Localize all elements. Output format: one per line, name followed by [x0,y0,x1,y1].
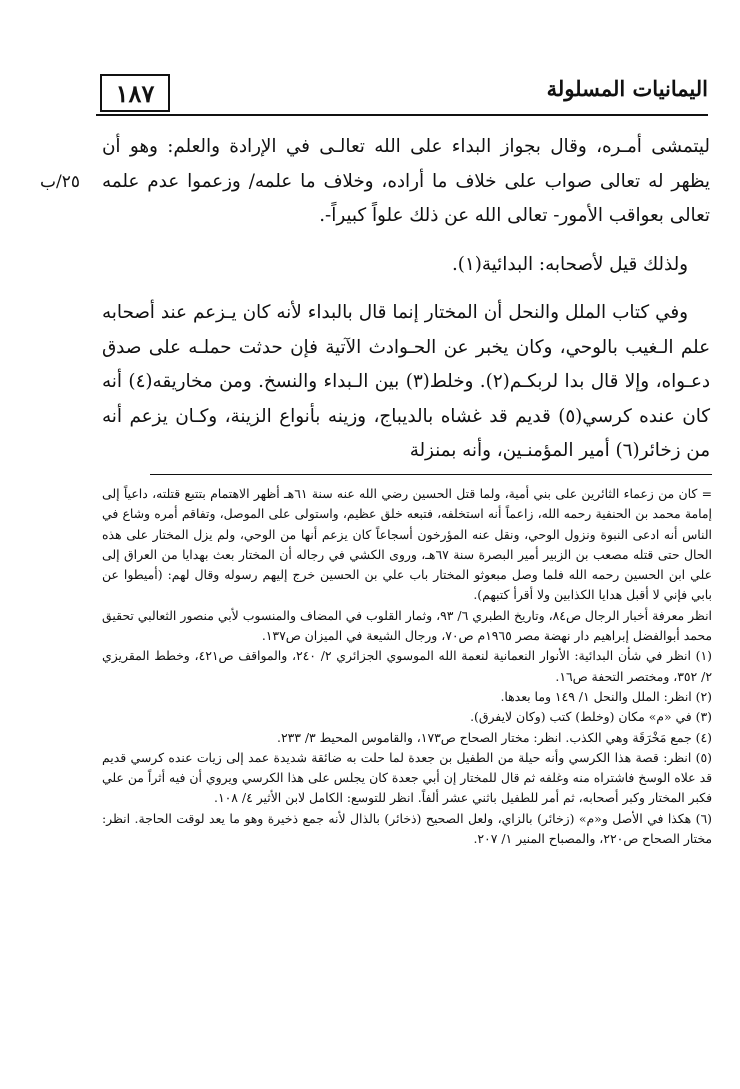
footnotes [102,484,712,849]
main-paragraph-2: ولذلك قيل لأصحابه: البدائية(١). [451,253,688,275]
footnote-5: (٥) انظر: قصة هذا الكرسي وأنه حيلة من الطفيل بن جعدة لما حلت به ضائقة شديدة عمد إلى زيات عنده كرسي قديم قد علاه الوسخ فاشتراه منه وغلفه ثم قال للمختار إن أبي جعدة كان يجلس على هذا الكرسي ويروي أن فيه أثراً من علي فكبر المختار وكبر أصحابه، ثم أمر للطفيل باثني عشر ألفاً. انظر للتوسع: الكامل لابن الأثير ٤/ ١٠٨. [102,749,712,806]
header-rule [96,114,708,116]
footnote-1: (١) انظر في شأن البدائية: الأنوار النعمانية لنعمة الله الموسوي الجزائري ٢/ ٢٤٠، والمواقف ص٤٢١، وخطط المقريزي ٢/ ٣٥٢، ومختصر التحفة ص١٦. [102,648,712,684]
footnote-2: (٢) انظر: الملل والنحل ١/ ١٤٩ وما بعدها. [500,688,712,704]
footnote-4: (٤) جمع مَخْرَقَة وهي الكذب. انظر: مختار الصحاح ص١٧٣، والقاموس المحيط ٣/ ٢٣٣. [276,729,712,745]
footnote-separator [150,474,712,475]
main-paragraph-3: وفي كتاب الملل والنحل أن المختار إنما قال بالبداء لأنه كان يـزعم عند أصحابه علم الـغيب بالوحي، وكان يخبر عن الحـوادث الآتية فإن حدثت حملـه على صدق دعـواه، وإلا قال بدا لربكـم(٢). وخلط(٣) بين الـبداء والنسخ. ومن مخاريقه(٤) أنه كان عنده كرسي(٥) قديم قد غشاه بالديباج، وزينه بأنواع الزينة، وكـان يزعم أنه من زخائر(٦) أمير المؤمنـين، وأنه بمنزلة [102,302,710,461]
page-number: ١٨٧ [100,74,170,112]
footnote-3: (٣) في «م» مكان (وخلط) كتب (وكان لايفرق). [470,709,712,725]
page-header [96,72,708,118]
folio-margin-note: ٢٥/ب [40,172,80,192]
footnote-sources: انظر معرفة أخبار الرجال ص٨٤، وتاريخ الطبري ٦/ ٩٣، وثمار القلوب في المضاف والمنسوب لأبي منصور الثعالبي تحقيق محمد أبوالفضل إبراهيم دار نهضة مصر ١٩٦٥م ص٧٠، ورجال الشيعة في الميزان ص١٣٧. [102,607,712,644]
main-paragraph-1: ليتمشى أمـره، وقال بجواز البداء على الله تعالـى في الإرادة والعلم: وهو أن يظهر له تعالى صواب على خلاف ما أراده، وخلاف ما علمه/ وزعموا عدم علمه تعالى بعواقب الأمور- تعالى الله عن ذلك علواً كبيراً-. [102,136,710,226]
running-title: اليمانيات المسلولة [546,76,708,101]
footnote-6: (٦) هكذا في الأصل و«م» (زخائر) بالزاي، ولعل الصحيح (ذخائر) بالذال لأنه جمع ذخيرة وهو ما يعد لوقت الحاجة. انظر: مختار الصحاح ص٢٢٠، والمصباح المنير ١/ ٢٠٧. [102,810,712,847]
main-text [102,130,710,469]
footnote-continuation: = كان من زعماء الثائرين على بني أمية، ولما قتل الحسين رضي الله عنه سنة ٦١هـ أظهر الاهتمام بتتبع قتلته، داعياً إلى إمامة محمد بن الحنفية رحمه الله، زاعماً أنه استخلفه، فتبعه خلق عظيم، واستولى على الموصل، وتفاقم أمره وشاع في الناس أنه ادعى النبوة ونزول الوحي، ونقل عنه المؤرخون أسجاعاً كان يزعم أنها من الوحي، ولم يزل المختار على هذه الحال حتى قتله مصعب بن الزبير أمير البصرة سنة ٦٧هـ، وروى الكشي في رجاله أن المختار بعث بهدايا من العراق إلى علي ابن الحسين رحمه الله فلما وصل مبعوثو المختار باب علي بن الحسين خرج إليهم رسوله وقال لهم: (أميطوا عن بابي فإني لا أقبل هدايا الكذابين ولا أقرأ كتبهم). [102,486,713,603]
